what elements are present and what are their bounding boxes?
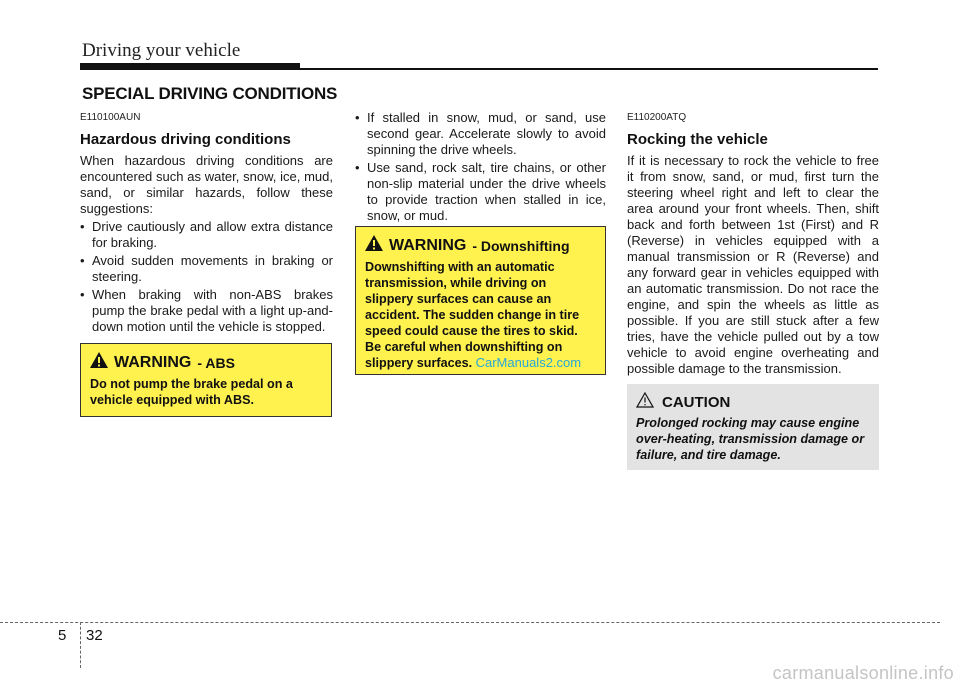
footer-vertical-divider (80, 622, 81, 668)
section-code: E110200ATQ (627, 112, 687, 123)
page-header-title: Driving your vehicle (82, 40, 241, 61)
caution-body: Prolonged rocking may cause engine over-heating, transmission damage or failure, and tire damage. (636, 416, 865, 462)
page-section-number: 5 (58, 627, 67, 644)
warning-body: Downshifting with an automatic transmission, while driving on slippery surfaces can cause an accident. The sudden change in tire speed could cause the tires to skid. Be careful when downshifting on slippery surfaces. (365, 260, 580, 370)
hazardous-bullet-list (80, 219, 333, 335)
warning-header (365, 235, 596, 256)
section-code: E110100AUN (80, 112, 141, 123)
warning-body: Do not pump the brake pedal on a vehicle equipped with ABS. (90, 377, 293, 407)
watermark-link[interactable]: CarManuals2.com (475, 355, 582, 370)
warning-label: WARNING (114, 353, 192, 371)
list-item: • If stalled in snow, mud, or sand, use second gear. Accelerate slowly to avoid spinning the drive wheels. (355, 110, 606, 158)
list-item: • Avoid sudden movements in braking or steering. (80, 253, 333, 285)
list-item: • Drive cautiously and allow extra distance for braking. (80, 219, 333, 251)
rocking-heading: Rocking the vehicle (627, 131, 768, 148)
page-number: 32 (86, 627, 103, 644)
hazardous-intro: When hazardous driving conditions are encountered such as water, snow, ice, mud, sand, or similar hazards, follow these suggestions: (80, 153, 333, 216)
warning-triangle-icon (90, 352, 108, 373)
list-item: • Use sand, rock salt, tire chains, or other non-slip material under the drive wheels to provide traction when stalled in ice, snow, or mud. (355, 160, 606, 224)
list-item: • When braking with non-ABS brakes pump the brake pedal with a light up-and-down motion until the vehicle is stopped. (80, 287, 333, 335)
column-right (627, 110, 879, 379)
warning-box-downshifting (355, 226, 606, 375)
stalled-bullet-list (355, 110, 606, 224)
column-left (80, 110, 333, 337)
site-watermark: carmanualsonline.info (772, 663, 954, 683)
warning-label: WARNING (389, 236, 467, 254)
warning-header (90, 352, 322, 373)
warning-body-container (365, 259, 596, 371)
column-middle (355, 110, 606, 226)
warning-triangle-icon (365, 235, 383, 256)
caution-header (636, 392, 870, 413)
caution-label: CAUTION (662, 394, 731, 411)
rocking-body: If it is necessary to rock the vehicle to free it from snow, sand, or mud, first turn the steering wheel right and left to clear the area around your front wheels. Then, shift back and forth between 1st (First) and R (Reverse) in vehicles equipped with a manual transmission or R (Reverse) and any forward gear in vehicles equipped with an automatic transmission. Do not race the engine, and spin the wheels as little as possible. If you are still stuck after a few tries, have the vehicle pulled out by a tow vehicle to avoid engine overheating and possible damage to the transmission. (627, 153, 879, 376)
warning-topic: - Downshifting (472, 237, 570, 254)
footer-divider (0, 622, 940, 623)
hazardous-heading: Hazardous driving conditions (80, 131, 291, 148)
section-title: SPECIAL DRIVING CONDITIONS (82, 84, 338, 103)
warning-box-abs (80, 343, 332, 417)
header-rule (80, 68, 878, 70)
caution-triangle-icon (636, 392, 654, 413)
warning-topic: - ABS (197, 354, 235, 371)
caution-box (627, 384, 879, 470)
